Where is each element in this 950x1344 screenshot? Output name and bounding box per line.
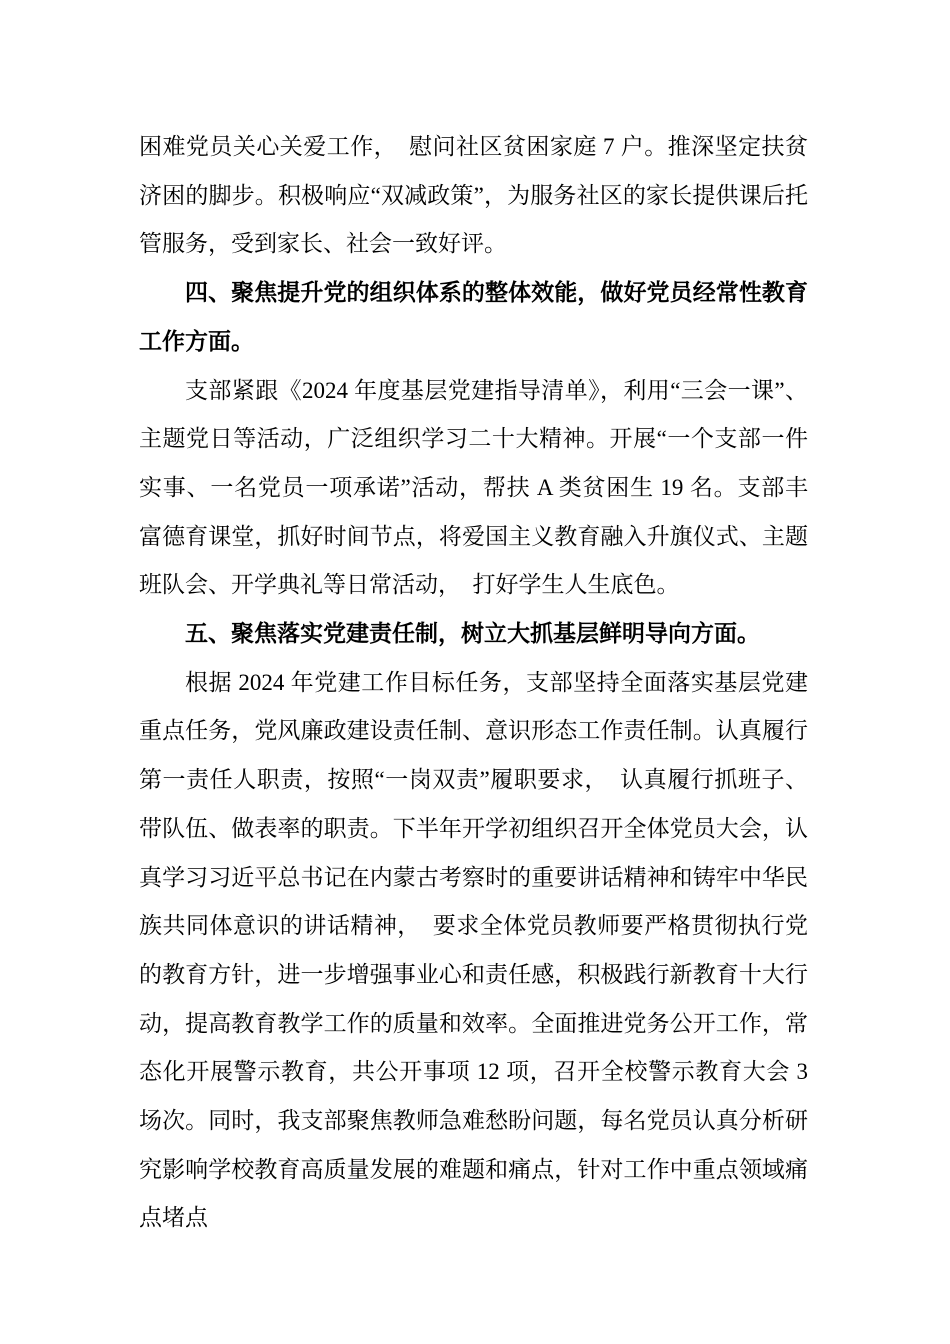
paragraph: 支部紧跟《2024 年度基层党建指导清单》，利用“三会一课”、主题党日等活动，广泛组织学习二十大精神。开展“一个支部一件实事、一名党员一项承诺”活动，帮扶 A 类贫困生 19 名。支部丰富德育课堂，抓好时间节点，将爱国主义教育融入升旗仪式、主题班队会、开学典礼等日常活动， 打好学生人生底色。	[139, 377, 808, 598]
document-content	[139, 123, 808, 1243]
section-heading: 五、聚焦落实党建责任制，树立大抓基层鲜明导向方面。	[185, 621, 760, 647]
paragraph: 困难党员关心关爱工作， 慰问社区贫困家庭 7 户。推深坚定扶贫济困的脚步。积极响应“双减政策”，为服务社区的家长提供课后托管服务，受到家长、社会一致好评。	[139, 134, 808, 257]
section-heading: 四、聚焦提升党的组织体系的整体效能，做好党员经常性教育工作方面。	[139, 280, 808, 354]
paragraph: 根据 2024 年党建工作目标任务，支部坚持全面落实基层党建重点任务，党风廉政建设责任制、意识形态工作责任制。认真履行第一责任人职责，按照“一岗双责”履职要求， 认真履行抓班子、带队伍、做表率的职责。下半年开学初组织召开全体党员大会，认真学习习近平总书记在内蒙古考察时的重要讲话精神和铸牢中华民族共同体意识的讲话精神， 要求全体党员教师要严格贯彻执行党的教育方针，进一步增强事业心和责任感，积极践行新教育十大行动，提高教育教学工作的质量和效率。全面推进党务公开工作，常态化开展警示教育，共公开事项 12 项，召开全校警示教育大会 3 场次。同时，我支部聚焦教师急难愁盼问题，每名党员认真分析研究影响学校教育高质量发展的难题和痛点，针对工作中重点领域痛点堵点	[139, 669, 808, 1231]
